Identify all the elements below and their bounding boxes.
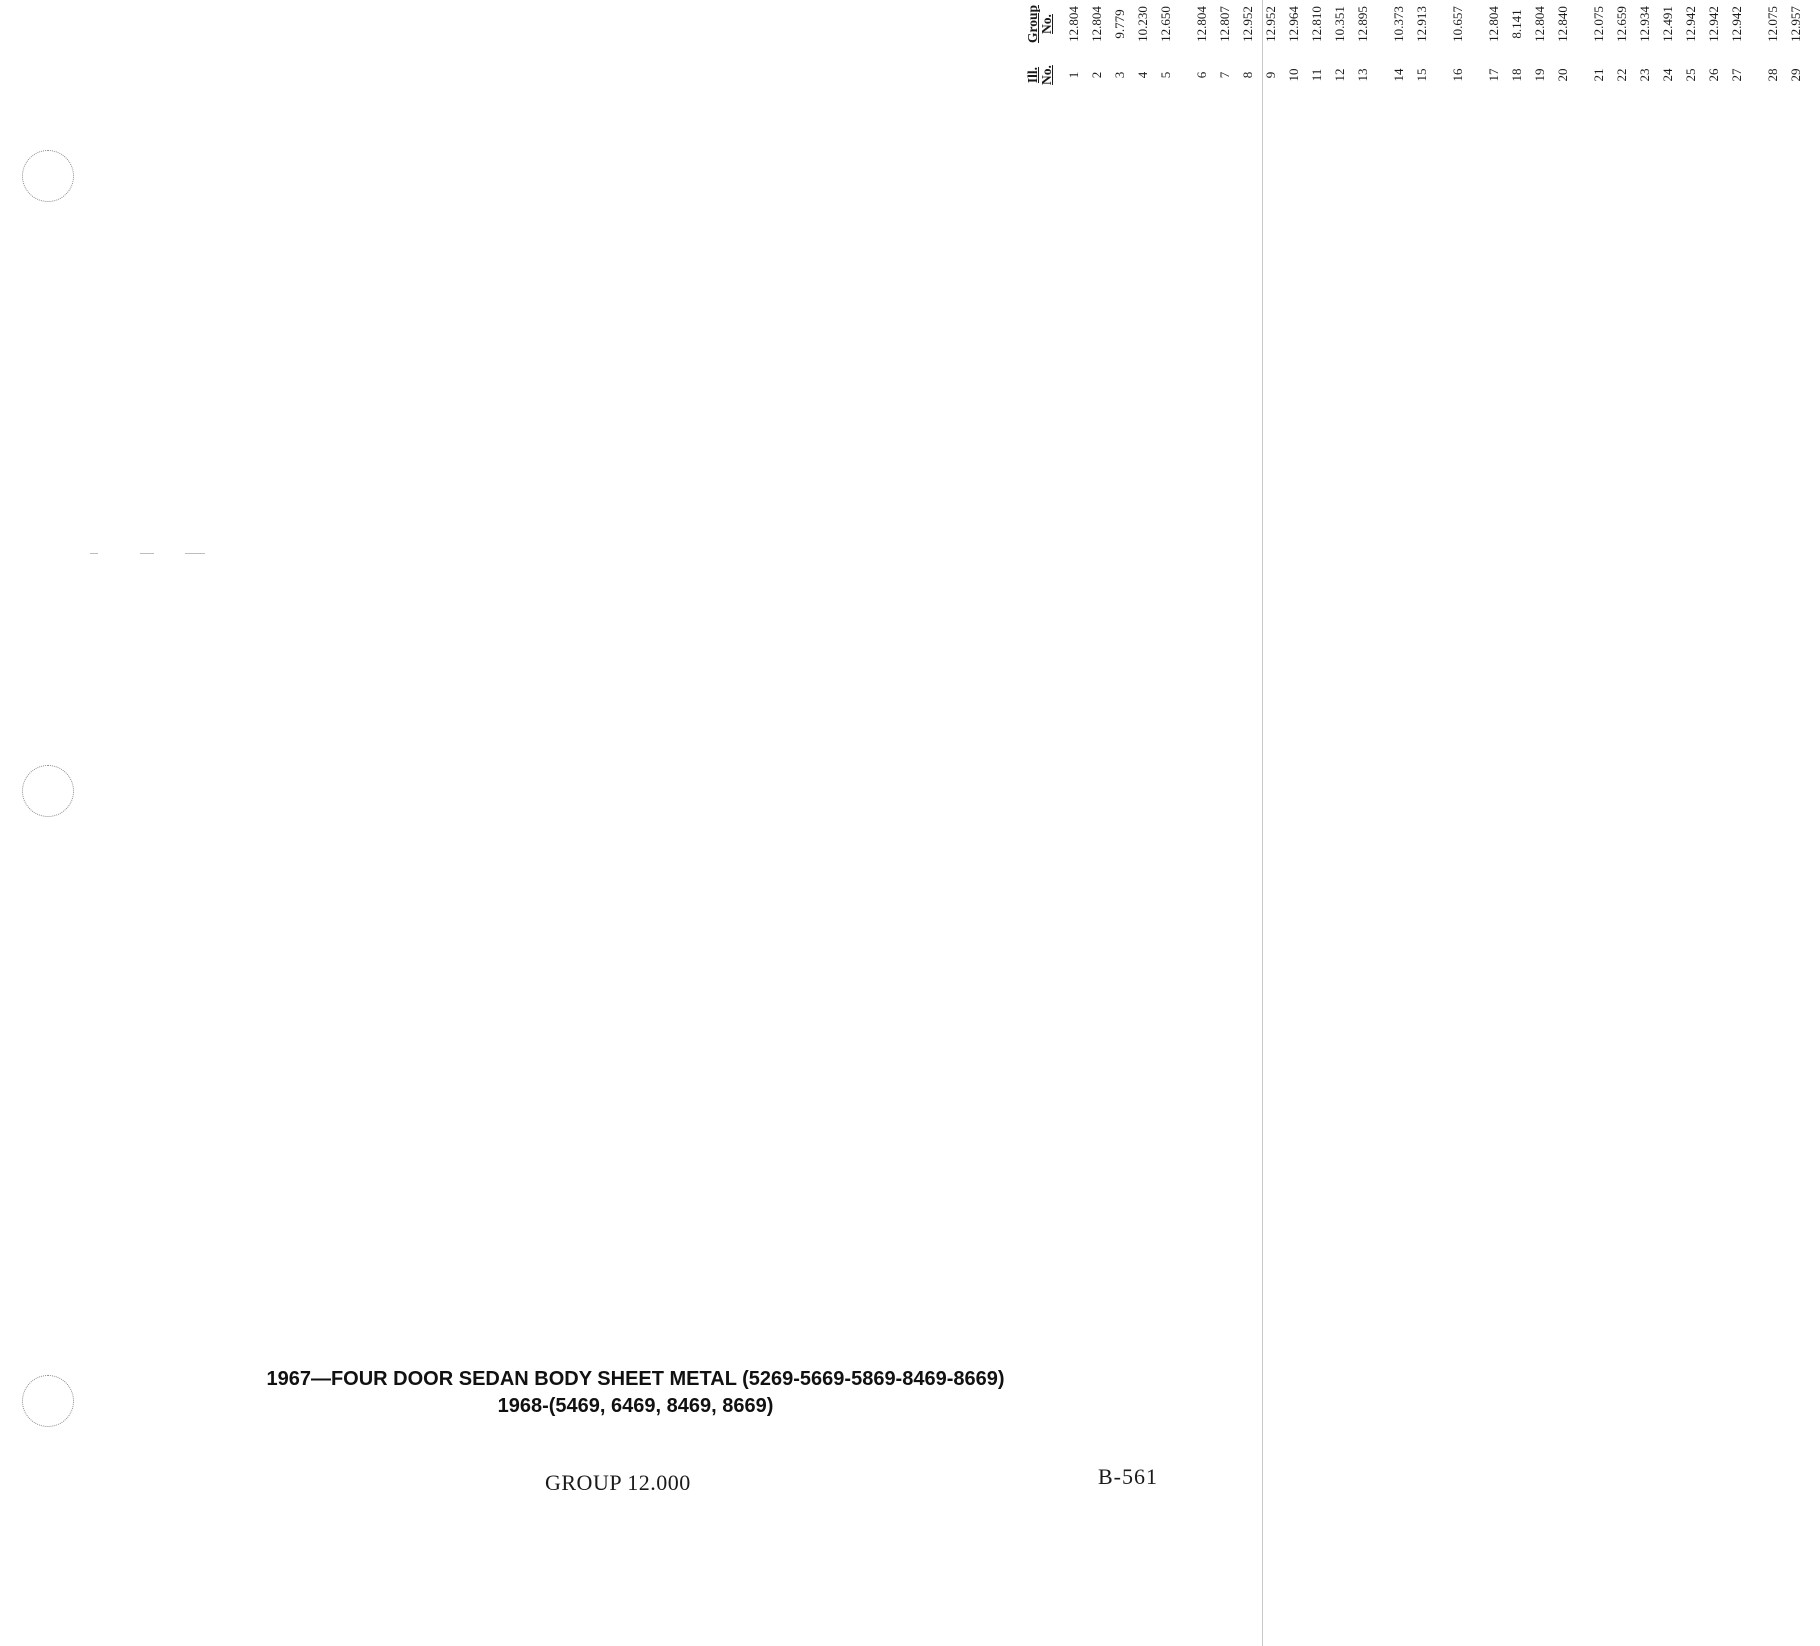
ill-number: 15 xyxy=(1414,68,1429,82)
page-subtitle: 1968-(5469, 6469, 8469, 8669) xyxy=(497,1395,774,1417)
table-row xyxy=(1633,0,1656,90)
ill-number: 24 xyxy=(1660,68,1675,82)
group-number: 12.075 xyxy=(1591,6,1606,42)
table-row xyxy=(1725,0,1761,90)
group-number: 12.804 xyxy=(1532,6,1547,42)
group-number: 9.779 xyxy=(1112,9,1127,39)
table-row xyxy=(1154,0,1190,90)
page-title: 1967—FOUR DOOR SEDAN BODY SHEET METAL (5269-5669-5869-8469-8669) xyxy=(266,1368,1005,1390)
ill-number: 29 xyxy=(1788,68,1803,82)
ill-number: 7 xyxy=(1217,71,1232,79)
group-number: 12.804 xyxy=(1066,6,1081,42)
group-number: 10.373 xyxy=(1391,6,1406,42)
binder-hole-middle xyxy=(22,765,74,817)
ill-number: 26 xyxy=(1706,68,1721,82)
ill-number: 19 xyxy=(1532,68,1547,82)
parts-table-left xyxy=(1012,0,1803,90)
table-row xyxy=(1351,0,1387,90)
group-number: 12.895 xyxy=(1355,6,1370,42)
ill-number: 23 xyxy=(1637,68,1652,82)
group-number: 12.913 xyxy=(1414,6,1429,42)
group-number: 12.957 xyxy=(1788,6,1803,42)
table-row xyxy=(1528,0,1551,90)
group-number: 12.804 xyxy=(1089,6,1104,42)
table-row xyxy=(1190,0,1213,90)
group-number: 12.942 xyxy=(1683,6,1698,42)
table-row xyxy=(1761,0,1784,90)
table-row xyxy=(1446,0,1482,90)
ill-number: 20 xyxy=(1555,68,1570,82)
ill-number: 12 xyxy=(1332,68,1347,82)
group-number: 12.942 xyxy=(1706,6,1721,42)
ill-number: 21 xyxy=(1591,68,1606,82)
group-number: 12.491 xyxy=(1660,6,1675,42)
table-row xyxy=(1259,0,1282,90)
ill-number: 18 xyxy=(1509,68,1524,82)
ill-number: 5 xyxy=(1158,71,1173,79)
table-row xyxy=(1328,0,1351,90)
header-ill: Ill. No. xyxy=(1025,65,1054,85)
table-header xyxy=(1012,0,1054,90)
group-label: GROUP 12.000 xyxy=(545,1470,691,1495)
ill-number: 3 xyxy=(1112,71,1127,79)
ill-number: 28 xyxy=(1765,68,1780,82)
table-row xyxy=(1656,0,1679,90)
group-number: 10.657 xyxy=(1450,6,1465,42)
group-number: 12.952 xyxy=(1240,6,1255,42)
ill-number: 11 xyxy=(1309,68,1324,82)
scan-mark xyxy=(90,553,98,554)
group-number: 12.659 xyxy=(1614,6,1629,42)
table-row xyxy=(1410,0,1446,90)
group-number: 12.804 xyxy=(1486,6,1501,42)
table-row xyxy=(1679,0,1702,90)
group-number: 10.230 xyxy=(1135,6,1150,42)
table-row xyxy=(1702,0,1725,90)
group-number: 12.964 xyxy=(1286,6,1301,42)
group-number: 10.351 xyxy=(1332,6,1347,42)
scan-mark xyxy=(185,553,205,554)
group-number: 12.934 xyxy=(1637,6,1652,42)
table-row xyxy=(1062,0,1085,90)
group-number: 12.650 xyxy=(1158,6,1173,42)
scan-mark xyxy=(140,553,154,554)
group-number: 8.141 xyxy=(1509,9,1524,39)
group-number: 12.952 xyxy=(1263,6,1278,42)
ill-number: 6 xyxy=(1194,71,1209,79)
ill-number: 17 xyxy=(1486,68,1501,82)
group-number: 12.807 xyxy=(1217,6,1232,42)
table-row xyxy=(1108,0,1131,90)
ill-number: 9 xyxy=(1263,71,1278,79)
table-row xyxy=(1387,0,1410,90)
ill-number: 16 xyxy=(1450,68,1465,82)
header-group: Group No. xyxy=(1025,5,1054,44)
table-row xyxy=(1213,0,1236,90)
group-number: 12.840 xyxy=(1555,6,1570,42)
group-number: 12.075 xyxy=(1765,6,1780,42)
group-number: 12.810 xyxy=(1309,6,1324,42)
ill-number: 22 xyxy=(1614,68,1629,82)
table-row xyxy=(1305,0,1328,90)
table-row xyxy=(1131,0,1154,90)
ill-number: 13 xyxy=(1355,68,1370,82)
ill-number: 10 xyxy=(1286,68,1301,82)
table-row xyxy=(1551,0,1587,90)
table-row xyxy=(1587,0,1610,90)
table-row xyxy=(1610,0,1633,90)
ill-number: 1 xyxy=(1066,71,1081,79)
binder-hole-top xyxy=(22,150,74,202)
ill-number: 8 xyxy=(1240,71,1255,79)
ill-number: 14 xyxy=(1391,68,1406,82)
table-row xyxy=(1505,0,1528,90)
table-row xyxy=(1085,0,1108,90)
table-body xyxy=(1062,0,1820,90)
group-number: 12.942 xyxy=(1729,6,1744,42)
ill-number: 27 xyxy=(1729,68,1744,82)
parts-table xyxy=(1012,0,1803,90)
page-number: B-561 xyxy=(1098,1464,1158,1489)
ill-number: 2 xyxy=(1089,71,1104,79)
ill-number: 4 xyxy=(1135,71,1150,79)
group-number: 12.804 xyxy=(1194,6,1209,42)
table-row xyxy=(1282,0,1305,90)
table-row xyxy=(1236,0,1259,90)
table-row xyxy=(1784,0,1820,90)
table-row xyxy=(1482,0,1505,90)
ill-number: 25 xyxy=(1683,68,1698,82)
